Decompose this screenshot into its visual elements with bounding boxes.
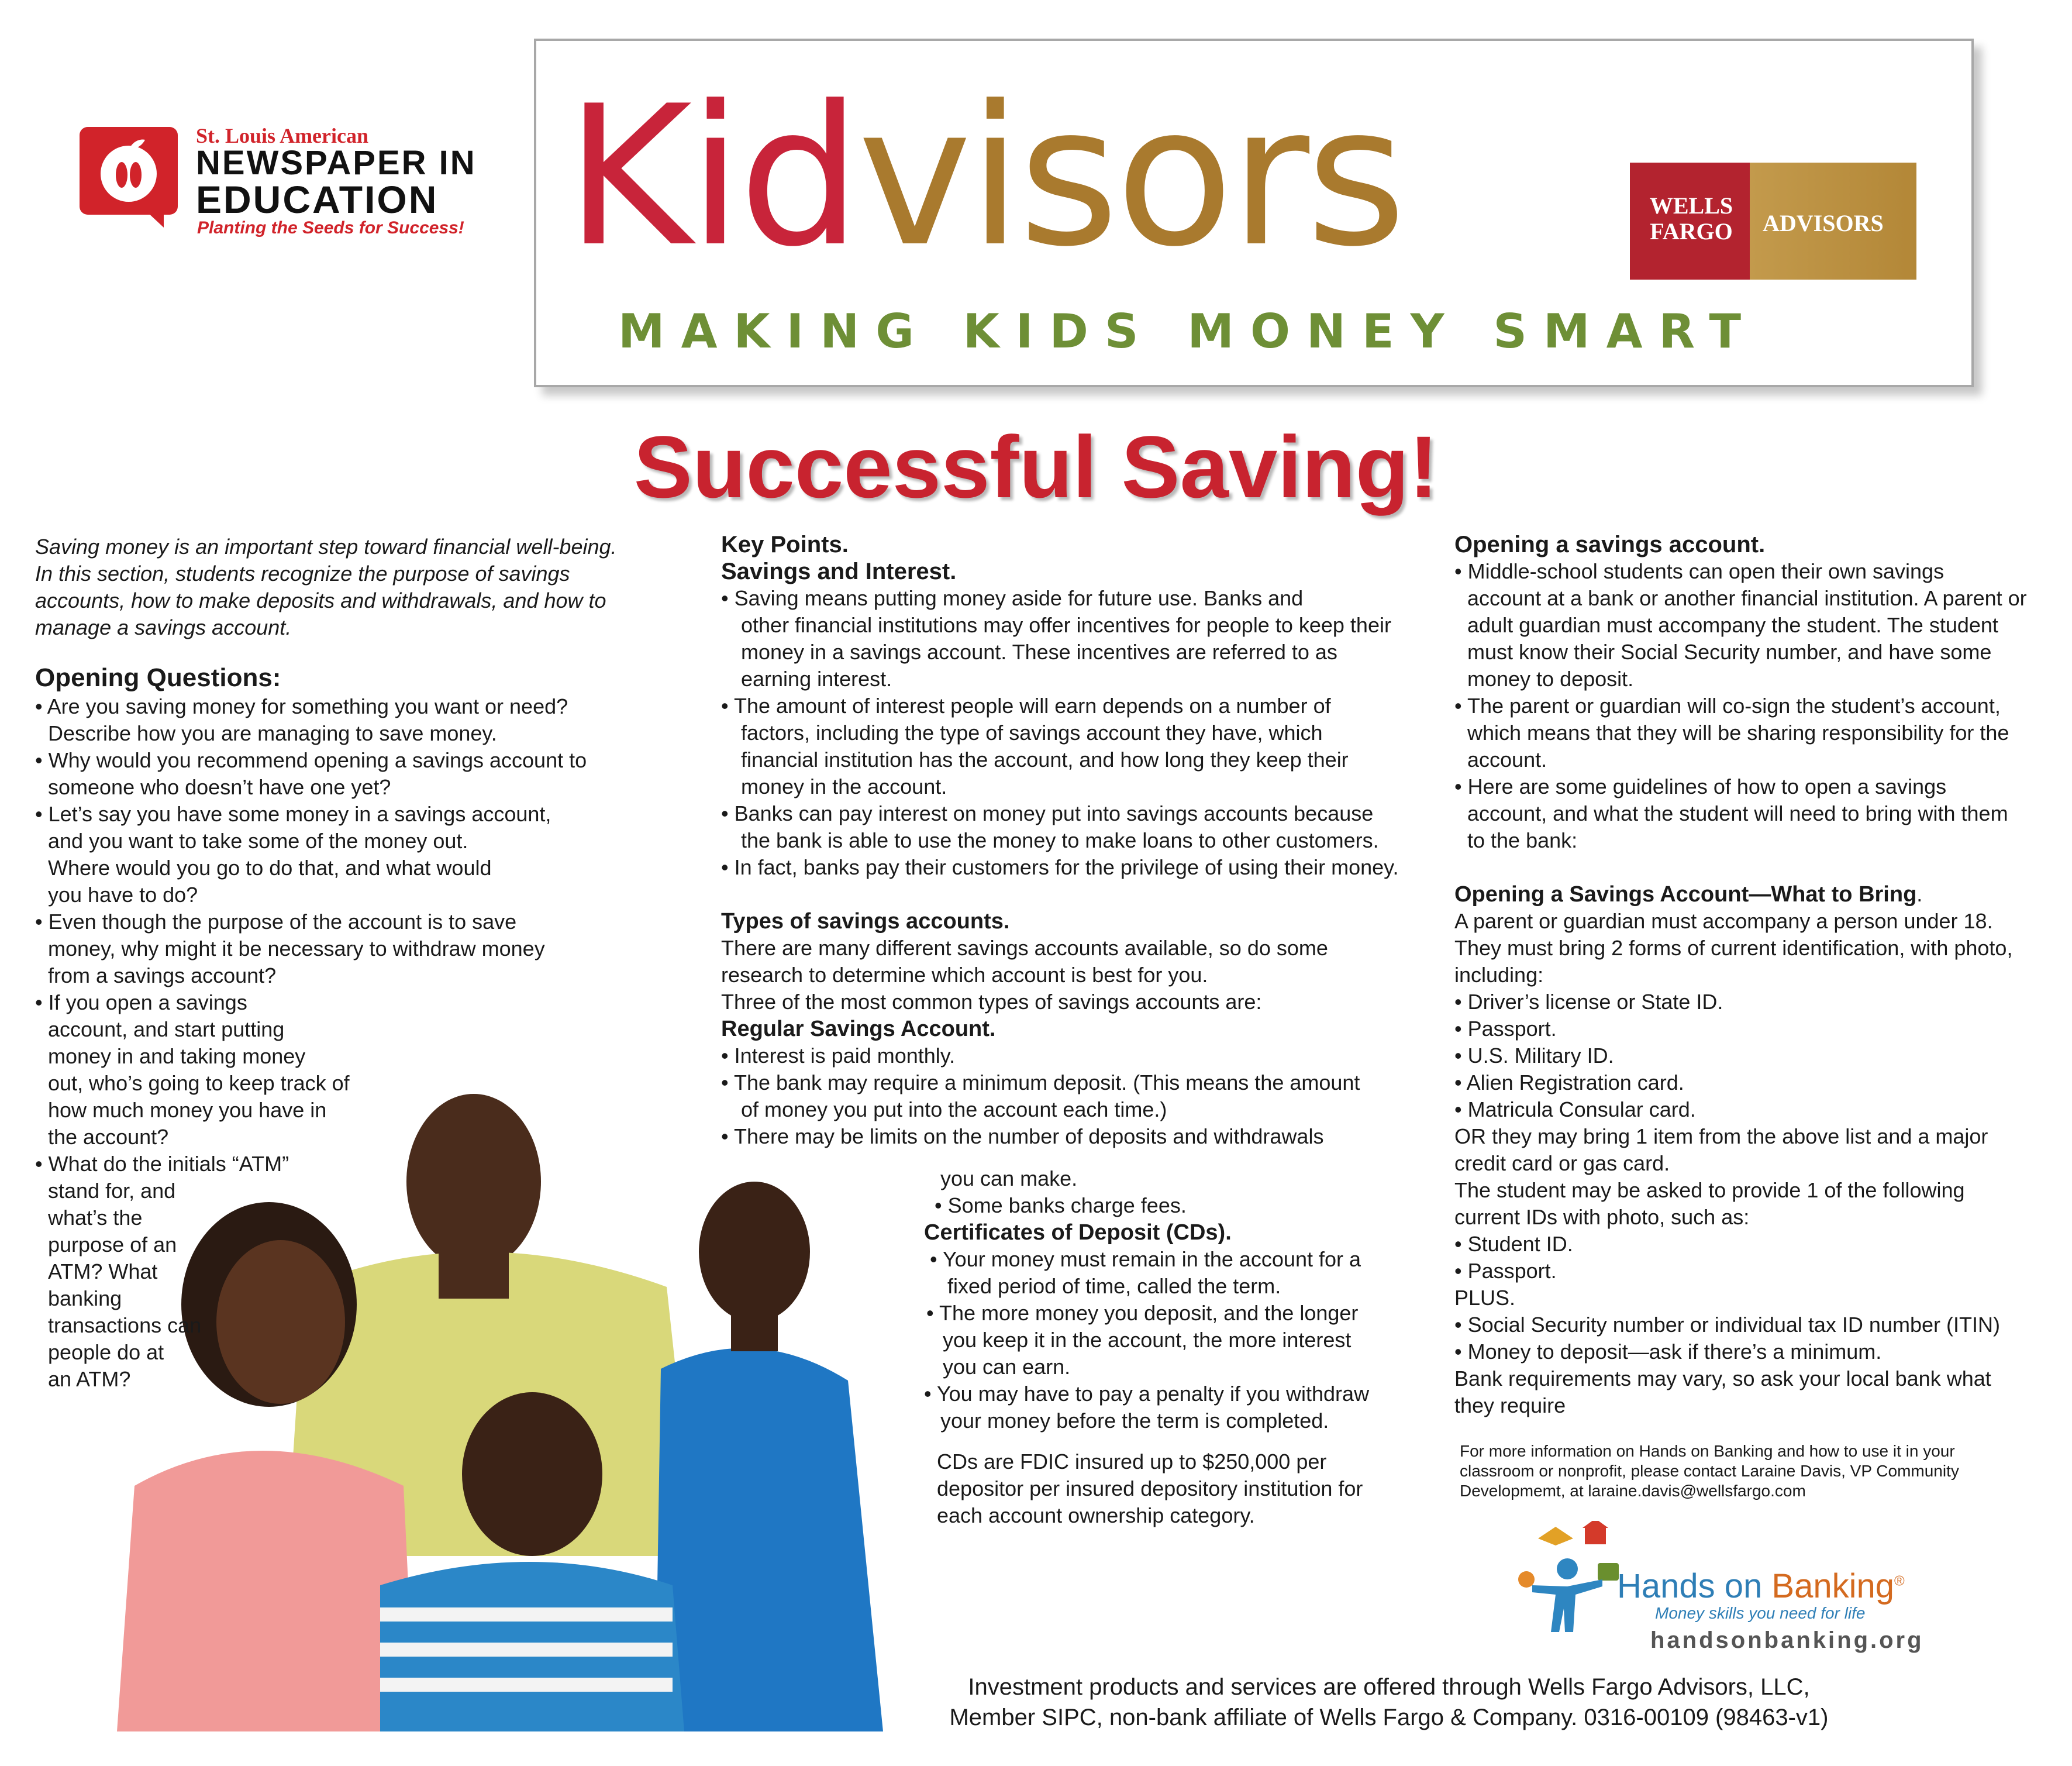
opening-account	[1454, 531, 2063, 1419]
bring-line: including:	[1454, 963, 1544, 987]
brand-tagline: MAKING KIDS MONEY SMART	[618, 304, 1758, 359]
account-line: • Middle-school students can open their own savings	[1454, 559, 1945, 583]
account-line: • Here are some guidelines of how to open a savings	[1454, 774, 1947, 798]
question-line: you have to do?	[48, 883, 198, 907]
question-line: banking	[48, 1286, 122, 1310]
cd-line: you keep it in the account, the more interest	[943, 1328, 1352, 1352]
interest-line: earning interest.	[741, 667, 892, 691]
hob-url: handsonbanking.org	[1650, 1627, 1924, 1653]
interest-line: • The amount of interest people will earn depends on a number of	[721, 694, 1331, 718]
disclaimer-line: Member SIPC, non-bank affiliate of Wells Fargo & Company. 0316-00109 (98463-v1)	[949, 1705, 1829, 1730]
bring-line: • Passport.	[1454, 1259, 1557, 1283]
question-line: what’s the	[48, 1206, 143, 1230]
hands-on-banking-logo	[1515, 1521, 1959, 1655]
question-line: Describe how you are managing to save money.	[48, 721, 497, 745]
hob-wordmark	[1617, 1567, 1905, 1606]
question-line: • Even though the purpose of the account is to save	[35, 910, 517, 934]
regular-line: of money you put into the account each time.)	[741, 1097, 1167, 1121]
intro-paragraph	[35, 533, 678, 641]
bring-line: credit card or gas card.	[1454, 1151, 1670, 1175]
question-line: from a savings account?	[48, 963, 277, 987]
question-line: • Are you saving money for something you want or need?	[35, 694, 568, 718]
regular-line: • Interest is paid monthly.	[721, 1044, 956, 1068]
cd-line: • The more money you deposit, and the longer	[926, 1301, 1359, 1325]
interest-line: • Banks can pay interest on money put into savings accounts because	[721, 801, 1374, 825]
wf-left-block	[1630, 163, 1750, 280]
newspaper-in-education-logo	[76, 120, 485, 237]
types-line: There are many different savings accounts available, so do some	[721, 936, 1328, 960]
regular-line: • There may be limits on the number of deposits and withdrawals	[721, 1124, 1324, 1148]
what-to-bring-period: .	[1916, 882, 1923, 906]
intro-line: manage a savings account.	[35, 615, 292, 639]
bring-line: Bank requirements may vary, so ask your local bank what	[1454, 1366, 1991, 1390]
question-line: and you want to take some of the money out.	[48, 829, 468, 853]
cd-section	[924, 1165, 1450, 1434]
contact-line: For more information on Hands on Banking and how to use it in your	[1460, 1442, 1955, 1460]
bring-line: they require	[1454, 1393, 1566, 1417]
contact-line: Developmemt, at laraine.davis@wellsfargo.com	[1460, 1482, 1806, 1500]
account-line: must know their Social Security number, and have some	[1467, 640, 1992, 664]
wordmark-kid: Kid	[566, 64, 858, 289]
opening-questions	[35, 663, 678, 1393]
nie-line1: NEWSPAPER IN	[196, 144, 477, 182]
intro-line: Saving money is an important step toward financial well-being.	[35, 535, 617, 559]
key-points	[721, 531, 1440, 1150]
disclaimer-line: Investment products and services are offered through Wells Fargo Advisors, LLC,	[968, 1674, 1810, 1700]
account-line: account.	[1467, 748, 1547, 772]
types-line: Three of the most common types of savings accounts are:	[721, 990, 1262, 1014]
question-line: Where would you go to do that, and what would	[48, 856, 492, 880]
intro-line: In this section, students recognize the purpose of savings	[35, 562, 570, 586]
nie-tagline: Planting the Seeds for Success!	[197, 218, 464, 237]
nie-publisher: St. Louis American	[196, 124, 369, 147]
hob-name-part2: Banking	[1771, 1567, 1895, 1605]
wf-right-block	[1750, 163, 1916, 280]
bring-line: • Driver’s license or State ID.	[1454, 990, 1723, 1014]
wf-wells-fargo-text: WELLS FARGO	[1649, 192, 1733, 245]
question-line: stand for, and	[48, 1179, 176, 1203]
types-heading: Types of savings accounts.	[721, 909, 1010, 934]
interest-line: other financial institutions may offer incentives for people to keep their	[741, 613, 1391, 637]
interest-line: • In fact, banks pay their customers for the privilege of using their money.	[721, 855, 1399, 879]
what-to-bring-title: Opening a Savings Account—What to Bring	[1454, 882, 1917, 907]
apple-badge-icon	[76, 123, 181, 229]
interest-line: money in the account.	[741, 774, 947, 798]
question-line: how much money you have in	[48, 1098, 327, 1122]
question-line: • Why would you recommend opening a savings account to	[35, 748, 587, 772]
regular-tail-line: you can make.	[940, 1166, 1078, 1190]
interest-line: • Saving means putting money aside for future use. Banks and	[721, 586, 1304, 610]
question-line: out, who’s going to keep track of	[48, 1071, 350, 1095]
key-points-heading: Key Points.	[721, 532, 849, 557]
fdic-note	[937, 1448, 1463, 1529]
wordmark-visors: visors	[857, 64, 1403, 289]
cd-line: • You may have to pay a penalty if you withdraw	[924, 1382, 1370, 1406]
opening-questions-heading: Opening Questions:	[35, 663, 281, 692]
question-line: people do at	[48, 1340, 164, 1364]
account-line: account, and what the student will need to bring with them	[1467, 801, 2008, 825]
contact-info	[1460, 1441, 2045, 1501]
page-headline: Successful Saving!	[633, 418, 1439, 516]
question-line: purpose of an	[48, 1233, 177, 1256]
hob-name-part1: Hands on	[1617, 1567, 1772, 1605]
disclaimer-footer	[848, 1672, 1930, 1733]
fdic-line: CDs are FDIC insured up to $250,000 per	[937, 1450, 1327, 1474]
interest-line: the bank is able to use the money to make loans to other customers.	[741, 828, 1379, 852]
cd-line: you can earn.	[943, 1355, 1071, 1379]
bring-line: current IDs with photo, such as:	[1454, 1205, 1750, 1229]
bring-line: • Student ID.	[1454, 1232, 1573, 1256]
bring-line: • Matricula Consular card.	[1454, 1097, 1696, 1121]
question-line: the account?	[48, 1125, 169, 1149]
bring-line: • Passport.	[1454, 1017, 1557, 1041]
regular-tail-line: • Some banks charge fees.	[935, 1193, 1187, 1217]
cd-line: your money before the term is completed.	[940, 1409, 1329, 1433]
bring-line: A parent or guardian must accompany a person under 18.	[1454, 909, 1993, 933]
bring-line: OR they may bring 1 item from the above list and a major	[1454, 1124, 1988, 1148]
question-line: ATM? What	[48, 1259, 158, 1283]
question-line: money, why might it be necessary to withdraw money	[48, 937, 545, 961]
cd-line: fixed period of time, called the term.	[947, 1274, 1281, 1298]
question-line: someone who doesn’t have one yet?	[48, 775, 391, 799]
interest-line: factors, including the type of savings account they have, which	[741, 721, 1323, 745]
interest-line: money in a savings account. These incentives are referred to as	[741, 640, 1337, 664]
wells-fargo-advisors-logo	[1630, 163, 1916, 280]
question-line: • If you open a savings	[35, 990, 247, 1014]
regular-savings-heading: Regular Savings Account.	[721, 1017, 996, 1041]
opening-account-heading: Opening a savings account.	[1454, 532, 1766, 557]
bring-line: • Social Security number or individual tax ID number (ITIN)	[1454, 1313, 2000, 1337]
account-line: account at a bank or another financial institution. A parent or	[1467, 586, 2027, 610]
bring-line: PLUS.	[1454, 1286, 1516, 1310]
bring-line: • Money to deposit—ask if there’s a minimum.	[1454, 1340, 1882, 1364]
hands-on-banking-figure-icon	[1515, 1521, 1620, 1644]
types-line: research to determine which account is best for you.	[721, 963, 1208, 987]
question-line: an ATM?	[48, 1367, 131, 1391]
cd-heading: Certificates of Deposit (CDs).	[924, 1220, 1232, 1245]
wf-advisors-text: ADVISORS	[1763, 210, 1884, 236]
kidvisors-banner	[534, 39, 1974, 387]
question-line: money in and taking money	[48, 1044, 306, 1068]
fdic-line: depositor per insured depository institution for	[937, 1476, 1363, 1500]
regular-line: • The bank may require a minimum deposit. (This means the amount	[721, 1070, 1360, 1094]
bring-line: • Alien Registration card.	[1454, 1070, 1684, 1094]
question-line: • Let’s say you have some money in a savings account,	[35, 802, 551, 826]
question-line: account, and start putting	[48, 1017, 285, 1041]
fdic-line: each account ownership category.	[937, 1503, 1255, 1527]
hob-tagline: Money skills you need for life	[1655, 1604, 1866, 1622]
bring-line: • U.S. Military ID.	[1454, 1044, 1614, 1068]
account-line: to the bank:	[1467, 828, 1578, 852]
intro-line: accounts, how to make deposits and withdrawals, and how to	[35, 588, 606, 612]
contact-line: classroom or nonprofit, please contact Laraine Davis, VP Community	[1460, 1462, 1959, 1480]
account-line: adult guardian must accompany the student. The student	[1467, 613, 1998, 637]
question-line: transactions can	[48, 1313, 202, 1337]
what-to-bring-heading	[1454, 881, 2063, 908]
bring-line: The student may be asked to provide 1 of the following	[1454, 1178, 1965, 1202]
savings-interest-heading: Savings and Interest.	[721, 559, 957, 584]
account-line: money to deposit.	[1467, 667, 1634, 691]
hob-registered: ®	[1894, 1573, 1905, 1589]
kidvisors-wordmark	[566, 60, 1403, 294]
cd-line: • Your money must remain in the account for a	[930, 1247, 1361, 1271]
question-line: • What do the initials “ATM”	[35, 1152, 289, 1176]
nie-line2: EDUCATION	[196, 178, 439, 221]
bring-line: They must bring 2 forms of current identification, with photo,	[1454, 936, 2013, 960]
account-line: which means that they will be sharing responsibility for the	[1467, 721, 2009, 745]
interest-line: financial institution has the account, and how long they keep their	[741, 748, 1349, 772]
account-line: • The parent or guardian will co-sign the student’s account,	[1454, 694, 2001, 718]
